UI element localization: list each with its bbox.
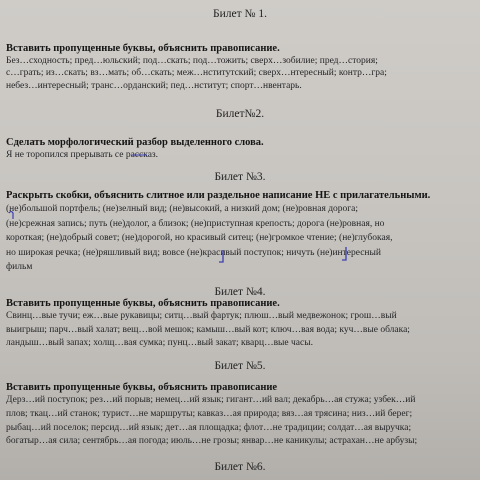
ticket-3-line: короткая; (не)добрый совет; (не)дорогой, но красивый ситец; (не)громкое чтение; (не)глубокая,: [6, 233, 393, 243]
ticket-5-task: Вставить пропущенные буквы, объяснить правописание: [6, 382, 278, 393]
ticket-5-line: богатыр…ая сила; сентябрь…ая погода; июль…не грозы; январ…не каникулы; астрахан…не арбузы;: [6, 436, 418, 447]
ticket-5-line: рыбац…ий поселок; персид…ий язык; дет…ая площадка; флот…не традиции; солдат…ая выручка;: [6, 422, 412, 433]
ticket-1-line: небез…интересный; транс…орданский; пед…нститут; спорт…нвентарь.: [6, 80, 302, 91]
ink-bracket-mark: [219, 250, 223, 262]
ticket-1-line: с…грать; из…скать; вз…мать; об…скать; меж…нститутский; сверх…нтересный; контр…гра;: [6, 68, 387, 79]
ticket-6-title: Билет №6.: [214, 461, 266, 473]
ticket-5-title: Билет №5.: [214, 360, 266, 372]
ticket-3-line: (не)срежная запись; путь (не)долог, а близок; (не)приступная крепость; дорога (не)ровная, но: [6, 218, 385, 229]
ticket-1-title: Билет № 1.: [213, 8, 267, 20]
ticket-4-title: Билет №4.: [214, 286, 266, 298]
ticket-3-title: Билет №3.: [214, 171, 266, 183]
ink-bracket-mark: [342, 247, 346, 260]
ticket-4-line: ландыш…вый запах; холщ…вая сумка; пунц…вый закат; кварц…вые часы.: [6, 338, 313, 349]
ticket-3-line: но широкая речка; (не)ряшливый вид; вовсе (не)красивый поступок; ничуть (не)интересный: [6, 247, 381, 258]
ticket-4-task: Вставить пропущенные буквы, объяснить правописание.: [6, 298, 280, 309]
ticket-3-task: Раскрыть скобки, объяснить слитное или раздельное написание НЕ с прилагательными.: [6, 190, 431, 201]
ticket-3-line: фильм: [6, 262, 33, 272]
ticket-2-line: Я не торопился прерывать се рассказ.: [6, 150, 159, 160]
ticket-5-line: Дерз…ий поступок; рез…ий порыв; немец…ий язык; гигант…ий вал; декабрь…ая стужа; узбек…ий: [6, 395, 416, 405]
ink-bracket-mark: [9, 212, 13, 220]
ticket-5-line: плов; ткац…ий станок; турист…не маршруты; кавказ…ая природа; вяз…ая трясина; низ…ий берег;: [6, 408, 413, 419]
ticket-4-line: выигрыш; парч…вый халат; вещ…вой мешок; камыш…вый кот; ключ…вая вода; куч…вые облака;: [6, 324, 410, 335]
ticket-1-line: Без…сходность; пред…юльский; под…скать; под…тожить; сверх…зобилие; пред…стория;: [6, 56, 378, 66]
ticket-4-line: Свинц…вые тучи; еж…вые рукавицы; ситц…вый фартук; плюш…вый медвежонок; грош…вый: [6, 311, 397, 321]
ticket-3-line: (не)большой портфель; (не)зелный вид; (не)высокий, а низкий дом; (не)ровная дорога;: [6, 204, 359, 214]
ticket-1-task: Вставить пропущенные буквы, объяснить правописание.: [6, 43, 280, 54]
ticket-2-task: Сделать морфологический разбор выделенного слова.: [6, 137, 264, 148]
ticket-2-title: Билет№2.: [215, 108, 265, 120]
